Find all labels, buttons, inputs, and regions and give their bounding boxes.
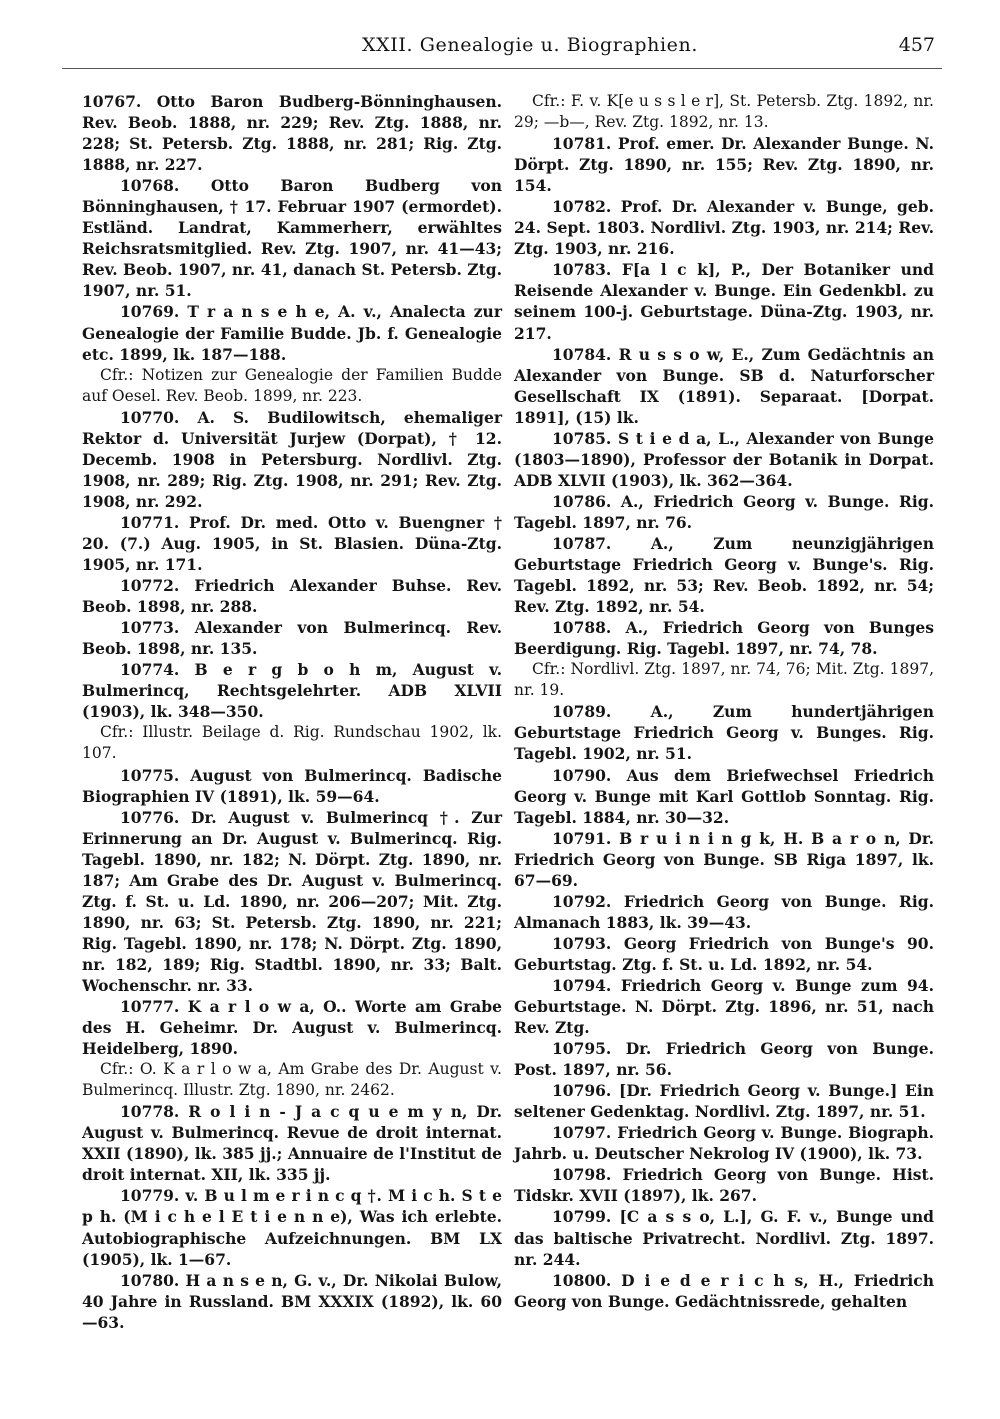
entry-10789: 10789. A., Zum hundertjährigen Geburtstage Friedrich Georg v. Bunges. Rig. Tagebl. 1902, nr. 51. (514, 702, 934, 764)
entry-10788: 10788. A., Friedrich Georg von Bunges Beerdigung. Rig. Tagebl. 1897, nr. 74, 78. (514, 618, 934, 659)
entry-10798: 10798. Friedrich Georg von Bunge. Hist. Tidskr. XVII (1897), lk. 267. (514, 1165, 934, 1206)
entry-10796: 10796. [Dr. Friedrich Georg v. Bunge.] Ein seltener Gedenktag. Nordlivl. Ztg. 1897, nr. 51. (514, 1081, 934, 1122)
left-column (82, 91, 502, 1333)
entry-10770: 10770. A. S. Budilowitsch, ehemaliger Rektor d. Universität Jurjew (Dorpat), † 12. Decemb. 1908 in Petersburg. Nordlivl. Ztg. 1908, nr. 289; Rig. Ztg. 1908, nr. 291; Rev. Ztg. 1908, nr. 292. (82, 407, 502, 511)
entry-10799: 10799. [C a s s o, L.], G. F. v., Bunge und das baltische Privatrecht. Nordlivl. Ztg. 1897. nr. 244. (514, 1207, 934, 1269)
entry-10786: 10786. A., Friedrich Georg v. Bunge. Rig. Tagebl. 1897, nr. 76. (514, 491, 934, 532)
entry-10776: 10776. Dr. August v. Bulmerincq †. Zur Erinnerung an Dr. August v. Bulmerincq. Rig. Tagebl. 1890, nr. 182; N. Dörpt. Ztg. 1890, nr. 187; Am Grabe des Dr. August v. Bulmerincq. Ztg. f. St. u. Ld. 1890, nr. 206—207; Mit. Ztg. 1890, nr. 63; St. Petersb. Ztg. 1890, nr. 221; Rig. Tagebl. 1890, nr. 178; N. Dörpt. Ztg. 1890, nr. 182, 189; Rig. Stadtbl. 1890, nr. 33; Balt. Wochenschr. nr. 33. (82, 807, 502, 995)
entry-10768: 10768. Otto Baron Budberg von Bönninghausen, † 17. Februar 1907 (ermordet). Estländ. Landrat, Kammerherr, erwähltes Reichsratsmitglied. Rev. Ztg. 1907, nr. 41—43; Rev. Beob. 1907, nr. 41, danach St. Petersb. Ztg. 1907, nr. 51. (82, 176, 502, 301)
entry-10782: 10782. Prof. Dr. Alexander v. Bunge, geb. 24. Sept. 1803. Nordlivl. Ztg. 1903, nr. 214; Rev. Ztg. 1903, nr. 216. (514, 197, 934, 259)
entry-10777: 10777. K a r l o w a, O.. Worte am Grabe des H. Geheimr. Dr. August v. Bulmerincq. Heidelberg, 1890. (82, 997, 502, 1059)
cfr-note: Cfr.: Nordlivl. Ztg. 1897, nr. 74, 76; Mit. Ztg. 1897, nr. 19. (514, 660, 934, 700)
entry-10793: 10793. Georg Friedrich von Bunge's 90. Geburtstag. Ztg. f. St. u. Ld. 1892, nr. 54. (514, 933, 934, 974)
entry-10773: 10773. Alexander von Bulmerincq. Rev. Beob. 1898, nr. 135. (82, 618, 502, 659)
right-column (514, 91, 934, 1312)
entry-10774: 10774. B e r g b o h m, August v. Bulmerincq, Rechtsgelehrter. ADB XLVII (1903), lk. 348—350. (82, 660, 502, 722)
entry-10784: 10784. R u s s o w, E., Zum Gedächtnis an Alexander von Bunge. SB d. Naturforscher Gesellschaft IX (1891). Separaat. [Dorpat. 1891], (15) lk. (514, 344, 934, 427)
entry-10790: 10790. Aus dem Briefwechsel Friedrich Georg v. Bunge mit Karl Gottlob Sonntag. Rig. Tagebl. 1884, nr. 30—32. (514, 765, 934, 827)
cfr-note: Cfr.: Illustr. Beilage d. Rig. Rundschau 1902, lk. 107. (82, 723, 502, 763)
entry-10780: 10780. H a n s e n, G. v., Dr. Nikolai Bulow, 40 Jahre in Russland. BM XXXIX (1892), lk. 60—63. (82, 1270, 502, 1332)
entry-10767: 10767. Otto Baron Budberg-Bönninghausen. Rev. Beob. 1888, nr. 229; Rev. Ztg. 1888, nr. 228; St. Petersb. Ztg. 1888, nr. 281; Rig. Ztg. 1888, nr. 227. (82, 92, 502, 175)
running-header (80, 34, 935, 64)
entry-10797: 10797. Friedrich Georg v. Bunge. Biograph. Jahrb. u. Deutscher Nekrolog IV (1900), lk. 73. (514, 1123, 934, 1164)
entry-10778: 10778. R o l i n - J a c q u e m y n, Dr. August v. Bulmerincq. Revue de droit internat. XXII (1890), lk. 385 jj.; Annuaire de l'Institut de droit internat. XII, lk. 335 jj. (82, 1102, 502, 1185)
entry-10787: 10787. A., Zum neunzigjährigen Geburtstage Friedrich Georg v. Bunge's. Rig. Tagebl. 1892, nr. 53; Rev. Beob. 1892, nr. 54; Rev. Ztg. 1892, nr. 54. (514, 533, 934, 617)
entry-10771: 10771. Prof. Dr. med. Otto v. Buengner † 20. (7.) Aug. 1905, in St. Blasien. Düna-Ztg. 1905, nr. 171. (82, 512, 502, 575)
entry-10795: 10795. Dr. Friedrich Georg von Bunge. Post. 1897, nr. 56. (514, 1039, 934, 1080)
entry-10785: 10785. S t i e d a, L., Alexander von Bunge (1803—1890), Professor der Botanik in Dorpat. ADB XLVII (1903), lk. 362—364. (514, 428, 934, 490)
entry-10792: 10792. Friedrich Georg von Bunge. Rig. Almanach 1883, lk. 39—43. (514, 891, 934, 932)
header-rule (62, 68, 942, 69)
entry-10794: 10794. Friedrich Georg v. Bunge zum 94. Geburtstage. N. Dörpt. Ztg. 1896, nr. 51, nach Rev. Ztg. (514, 975, 934, 1038)
entry-10772: 10772. Friedrich Alexander Buhse. Rev. Beob. 1898, nr. 288. (82, 576, 502, 617)
cfr-note: Cfr.: Notizen zur Genealogie der Familien Budde auf Oesel. Rev. Beob. 1899, nr. 223. (82, 365, 502, 405)
entry-10769: 10769. T r a n s e h e, A. v., Analecta zur Genealogie der Familie Budde. Jb. f. Genealogie etc. 1899, lk. 187—188. (82, 302, 502, 364)
cfr-note: Cfr.: F. v. K[e u s s l e r], St. Petersb. Ztg. 1892, nr. 29; —b—, Rev. Ztg. 1892, nr. 13. (514, 92, 934, 132)
entry-10779: 10779. v. B u l m e r i n c q †. M i c h. S t e p h. (M i c h e l E t i e n n e), Was ich erlebte. Autobiographische Aufzeichnungen. BM LX (1905), lk. 1—67. (82, 1186, 502, 1269)
entry-10775: 10775. August von Bulmerincq. Badische Biographien IV (1891), lk. 59—64. (82, 765, 502, 806)
header-title: XXII. Genealogie u. Biographien. (362, 34, 698, 56)
cfr-note: Cfr.: O. K a r l o w a, Am Grabe des Dr. August v. Bulmerincq. Illustr. Ztg. 1890, nr. 2462. (82, 1060, 502, 1100)
entry-10800: 10800. D i e d e r i c h s, H., Friedrich Georg von Bunge. Gedächtnissrede, gehalten (514, 1270, 934, 1311)
entry-10783: 10783. F[a l c k], P., Der Botaniker und Reisende Alexander v. Bunge. Ein Gedenkbl. zu seinem 100-j. Geburtstage. Düna-Ztg. 1903, nr. 217. (514, 260, 934, 343)
page-number: 457 (898, 34, 935, 56)
entry-10791: 10791. B r u i n i n g k, H. B a r o n, Dr. Friedrich Georg von Bunge. SB Riga 1897, lk. 67—69. (514, 828, 934, 890)
entry-10781: 10781. Prof. emer. Dr. Alexander Bunge. N. Dörpt. Ztg. 1890, nr. 155; Rev. Ztg. 1890, nr. 154. (514, 134, 934, 196)
